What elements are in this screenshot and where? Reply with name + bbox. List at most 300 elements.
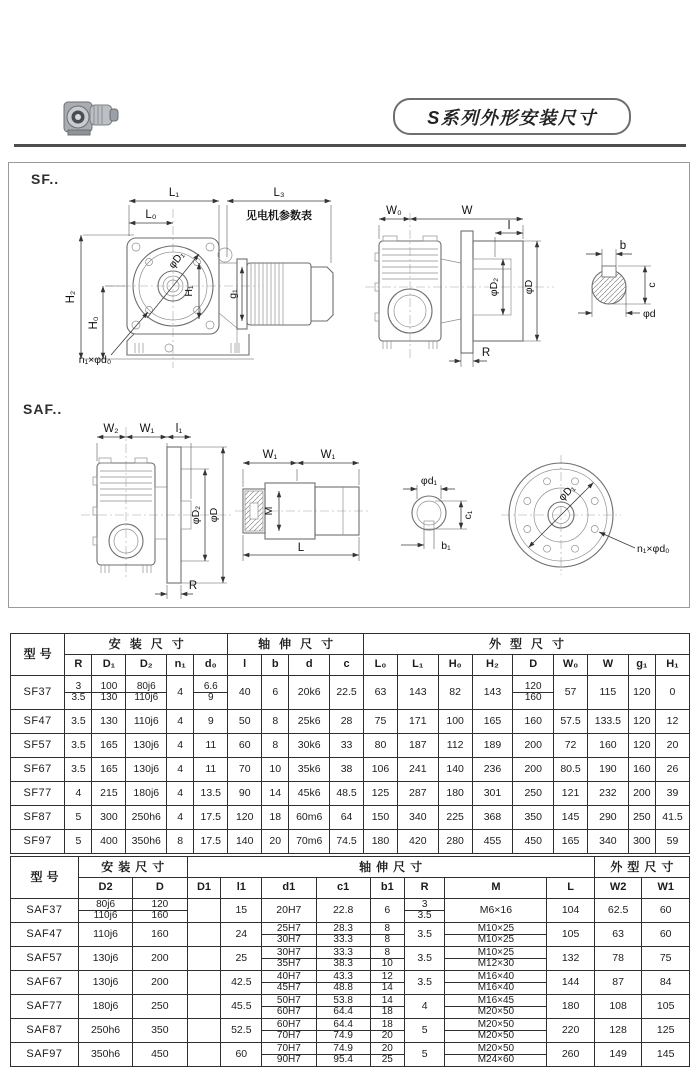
group-header: 轴伸尺寸: [187, 857, 594, 878]
dim-label-g1: g₁: [227, 289, 239, 299]
data-cell: 75: [642, 947, 690, 971]
data-cell: 17.5: [194, 806, 228, 830]
dim-label-phiD: φD: [523, 279, 535, 295]
column-header: l: [228, 655, 262, 676]
dim-label-L: L: [297, 542, 305, 554]
data-cell: 39: [655, 782, 689, 806]
data-cell: 38: [330, 758, 364, 782]
data-cell: 20k6: [289, 676, 330, 710]
data-cell: 50: [228, 710, 262, 734]
data-cell: 75: [364, 710, 398, 734]
data-cell: 8 8: [370, 923, 404, 947]
dim-label-M: M: [263, 506, 275, 516]
data-cell: 63: [594, 923, 642, 947]
data-cell: 400: [92, 830, 126, 854]
data-cell: 25H7 30H7: [262, 923, 316, 947]
data-cell: 105: [547, 923, 595, 947]
column-header: g₁: [628, 655, 655, 676]
column-header: n₁: [167, 655, 194, 676]
data-cell: 80j6 110j6: [78, 899, 132, 923]
dim-label-b1: b₁: [441, 540, 451, 552]
model-column-header: 型号: [11, 857, 79, 899]
data-cell: 53.8 64.4: [316, 995, 370, 1019]
data-cell: 52.5: [221, 1019, 262, 1043]
dim-label-phiD1: φD₁: [166, 249, 187, 271]
data-cell: 35k6: [289, 758, 330, 782]
group-header: 外型尺寸: [364, 634, 690, 655]
data-cell: 340: [588, 830, 629, 854]
column-header: d1: [262, 878, 316, 899]
data-cell: 3.5: [404, 971, 445, 995]
data-cell: 15: [221, 899, 262, 923]
data-cell: M10×25 M12×30: [445, 947, 547, 971]
data-cell: [187, 1043, 221, 1067]
data-cell: 112: [438, 734, 472, 758]
data-cell: 24: [221, 923, 262, 947]
motor-note: 见电机参数表: [246, 210, 312, 222]
data-cell: 43.3 48.8: [316, 971, 370, 995]
data-cell: 64.4 74.9: [316, 1019, 370, 1043]
data-cell: 165: [554, 830, 588, 854]
column-header: L₁: [397, 655, 438, 676]
data-cell: 350h6: [78, 1043, 132, 1067]
data-cell: 84: [642, 971, 690, 995]
data-cell: 120: [628, 734, 655, 758]
data-cell: 250: [628, 806, 655, 830]
data-cell: 30H7 35H7: [262, 947, 316, 971]
data-cell: 59: [655, 830, 689, 854]
data-cell: 200: [513, 734, 554, 758]
data-cell: 455: [472, 830, 513, 854]
column-header: W: [588, 655, 629, 676]
data-cell: 120: [628, 710, 655, 734]
dim-label-phiD2: φD₂: [488, 277, 500, 297]
data-cell: 130j6: [126, 734, 167, 758]
dim-label-L3: L₃: [273, 187, 285, 199]
data-cell: 45k6: [289, 782, 330, 806]
data-cell: 87: [594, 971, 642, 995]
dim-label-W0: W₀: [386, 205, 402, 217]
data-cell: 4: [167, 782, 194, 806]
data-cell: 144: [547, 971, 595, 995]
data-cell: 130j6: [126, 758, 167, 782]
data-cell: 3.5: [65, 710, 92, 734]
column-header: b1: [370, 878, 404, 899]
data-cell: 41.5: [655, 806, 689, 830]
model-cell: SAF47: [11, 923, 79, 947]
data-cell: 450: [513, 830, 554, 854]
model-cell: SF87: [11, 806, 65, 830]
model-cell: SAF37: [11, 899, 79, 923]
data-cell: 241: [397, 758, 438, 782]
column-header: D₁: [92, 655, 126, 676]
data-cell: 145: [642, 1043, 690, 1067]
column-header: D1: [187, 878, 221, 899]
data-cell: 6.6 9: [194, 676, 228, 710]
dim-label-c: c: [646, 282, 658, 288]
data-cell: 11: [194, 758, 228, 782]
data-cell: 115: [588, 676, 629, 710]
table-row: [11, 734, 690, 758]
page-title-text: S系列外形安装尺寸: [427, 107, 597, 128]
data-cell: 10: [262, 758, 289, 782]
data-cell: 20 25: [370, 1043, 404, 1067]
dim-label-bolt-pattern: n₁×φd₀: [78, 354, 112, 366]
data-cell: 187: [397, 734, 438, 758]
data-cell: 64: [330, 806, 364, 830]
data-cell: 105: [642, 995, 690, 1019]
dim-label-l: l: [507, 220, 511, 232]
dim-label-L0: L₀: [145, 209, 157, 221]
column-header: M: [445, 878, 547, 899]
data-cell: 130j6: [78, 947, 132, 971]
table-row: [11, 782, 690, 806]
data-cell: 150: [364, 806, 398, 830]
data-cell: 145: [554, 806, 588, 830]
group-header: 安装尺寸: [78, 857, 187, 878]
page-title: [393, 98, 631, 135]
data-cell: 104: [547, 899, 595, 923]
data-cell: 368: [472, 806, 513, 830]
divider-rule: [14, 144, 686, 147]
column-header: d: [289, 655, 330, 676]
data-cell: 133.5: [588, 710, 629, 734]
column-header: L₀: [364, 655, 398, 676]
data-cell: 3 3.5: [404, 899, 445, 923]
data-cell: 200: [133, 947, 187, 971]
data-cell: [187, 995, 221, 1019]
data-cell: 125: [642, 1019, 690, 1043]
table-row: [11, 1043, 690, 1067]
data-cell: 160: [513, 710, 554, 734]
data-cell: 160: [628, 758, 655, 782]
data-cell: 180: [438, 782, 472, 806]
dim-label-R: R: [481, 347, 491, 359]
data-cell: 149: [594, 1043, 642, 1067]
data-cell: 8: [262, 710, 289, 734]
data-cell: 4: [65, 782, 92, 806]
data-cell: 220: [547, 1019, 595, 1043]
table-row: [11, 923, 690, 947]
data-cell: 5: [65, 806, 92, 830]
table-row: [11, 830, 690, 854]
data-cell: 3.5: [404, 947, 445, 971]
data-cell: 3.5: [65, 734, 92, 758]
data-cell: M16×40 M16×40: [445, 971, 547, 995]
data-cell: [187, 923, 221, 947]
data-cell: 28: [330, 710, 364, 734]
data-cell: 171: [397, 710, 438, 734]
dim-label-b: b: [619, 240, 627, 252]
column-header: l1: [221, 878, 262, 899]
data-cell: 42.5: [221, 971, 262, 995]
data-cell: 20: [655, 734, 689, 758]
data-cell: 40: [228, 676, 262, 710]
group-header: 外型尺寸: [594, 857, 689, 878]
data-cell: M16×45 M20×50: [445, 995, 547, 1019]
table-row: [11, 710, 690, 734]
data-cell: 25: [221, 947, 262, 971]
data-cell: 50H7 60H7: [262, 995, 316, 1019]
data-cell: 290: [588, 806, 629, 830]
column-header: d₀: [194, 655, 228, 676]
data-cell: 70H7 90H7: [262, 1043, 316, 1067]
data-cell: 8 10: [370, 947, 404, 971]
data-cell: 80.5: [554, 758, 588, 782]
column-header: c1: [316, 878, 370, 899]
group-header: 轴伸尺寸: [228, 634, 364, 655]
sf-dimensions-table: [10, 633, 690, 854]
model-cell: SF37: [11, 676, 65, 710]
data-cell: 74.5: [330, 830, 364, 854]
data-cell: 80j6 110j6: [126, 676, 167, 710]
column-header: b: [262, 655, 289, 676]
column-header: c: [330, 655, 364, 676]
saf-section-label: SAF..: [23, 401, 63, 417]
column-header: H₀: [438, 655, 472, 676]
data-cell: 250: [513, 782, 554, 806]
data-cell: 8: [167, 830, 194, 854]
dim-label-R: R: [188, 580, 198, 592]
data-cell: 3.5: [65, 758, 92, 782]
data-cell: 17.5: [194, 830, 228, 854]
data-cell: [187, 899, 221, 923]
column-header: D: [133, 878, 187, 899]
data-cell: 22.8: [316, 899, 370, 923]
model-cell: SF47: [11, 710, 65, 734]
data-cell: 80: [364, 734, 398, 758]
data-cell: 180j6: [78, 995, 132, 1019]
data-cell: 143: [397, 676, 438, 710]
column-header: H₁: [655, 655, 689, 676]
data-cell: 26: [655, 758, 689, 782]
dim-label-W1: W₁: [139, 423, 155, 435]
data-cell: 63: [364, 676, 398, 710]
data-cell: 20: [262, 830, 289, 854]
table-row: [11, 676, 690, 710]
data-cell: 120 160: [133, 899, 187, 923]
data-cell: 108: [594, 995, 642, 1019]
data-cell: 180: [364, 830, 398, 854]
data-cell: M20×50 M20×50: [445, 1019, 547, 1043]
data-cell: 22.5: [330, 676, 364, 710]
sf-drawing: [9, 163, 689, 401]
data-cell: 450: [133, 1043, 187, 1067]
data-cell: 6: [262, 676, 289, 710]
column-header: H₂: [472, 655, 513, 676]
data-cell: 140: [228, 830, 262, 854]
model-column-header: 型号: [11, 634, 65, 676]
dim-label-H2: H₂: [65, 290, 77, 304]
data-cell: 45.5: [221, 995, 262, 1019]
data-cell: 215: [92, 782, 126, 806]
data-cell: [187, 947, 221, 971]
data-cell: 232: [588, 782, 629, 806]
data-cell: 3 3.5: [65, 676, 92, 710]
dim-label-c1: c₁: [462, 510, 474, 520]
data-cell: 350: [133, 1019, 187, 1043]
data-cell: 33.3 38.3: [316, 947, 370, 971]
data-cell: 4: [167, 758, 194, 782]
data-cell: 57: [554, 676, 588, 710]
table-row: [11, 806, 690, 830]
data-cell: 82: [438, 676, 472, 710]
dim-label-W: W: [461, 205, 473, 217]
data-cell: 4: [167, 734, 194, 758]
drawings-panel: [8, 162, 690, 608]
data-cell: 160: [133, 923, 187, 947]
table-row: [11, 758, 690, 782]
data-cell: 120 160: [513, 676, 554, 710]
data-cell: M6×16: [445, 899, 547, 923]
data-cell: 130j6: [78, 971, 132, 995]
dim-label-phiD2: φD₂: [190, 505, 202, 525]
data-cell: 60: [642, 923, 690, 947]
data-cell: 106: [364, 758, 398, 782]
data-cell: 12: [655, 710, 689, 734]
model-cell: SF67: [11, 758, 65, 782]
data-cell: 300: [92, 806, 126, 830]
column-header: L: [547, 878, 595, 899]
data-cell: 60m6: [289, 806, 330, 830]
data-cell: 8: [262, 734, 289, 758]
data-cell: 301: [472, 782, 513, 806]
model-cell: SAF57: [11, 947, 79, 971]
data-cell: 4: [167, 710, 194, 734]
saf-dimensions-table: [10, 856, 690, 1067]
table-row: [11, 1019, 690, 1043]
data-cell: 121: [554, 782, 588, 806]
dim-label-H1: H₁: [183, 285, 195, 297]
data-cell: 0: [655, 676, 689, 710]
data-cell: 60: [228, 734, 262, 758]
data-cell: 200: [628, 782, 655, 806]
dim-label-W2: W₂: [103, 423, 119, 435]
column-header: W₀: [554, 655, 588, 676]
data-cell: 60: [221, 1043, 262, 1067]
data-cell: 165: [92, 758, 126, 782]
column-header: W1: [642, 878, 690, 899]
dim-label-bolt-pattern: n₁×φd₀: [637, 543, 670, 555]
data-cell: 225: [438, 806, 472, 830]
model-cell: SF77: [11, 782, 65, 806]
data-cell: 90: [228, 782, 262, 806]
data-cell: 200: [133, 971, 187, 995]
data-cell: 110j6: [126, 710, 167, 734]
data-cell: 140: [438, 758, 472, 782]
model-cell: SF97: [11, 830, 65, 854]
data-cell: 4: [167, 806, 194, 830]
data-cell: 120: [228, 806, 262, 830]
data-cell: 70m6: [289, 830, 330, 854]
data-cell: 350: [513, 806, 554, 830]
data-cell: 180: [547, 995, 595, 1019]
dim-label-W1b: W₁: [320, 449, 336, 461]
data-cell: 287: [397, 782, 438, 806]
data-cell: 143: [472, 676, 513, 710]
column-header: R: [404, 878, 445, 899]
data-cell: 12 14: [370, 971, 404, 995]
model-cell: SF57: [11, 734, 65, 758]
data-cell: 260: [547, 1043, 595, 1067]
data-cell: 250h6: [126, 806, 167, 830]
data-cell: 13.5: [194, 782, 228, 806]
model-cell: SAF97: [11, 1043, 79, 1067]
data-cell: 160: [588, 734, 629, 758]
data-cell: 60H7 70H7: [262, 1019, 316, 1043]
saf-drawing: [9, 401, 689, 607]
data-cell: 40H7 45H7: [262, 971, 316, 995]
data-cell: 33: [330, 734, 364, 758]
dim-label-L1: L₁: [168, 187, 180, 199]
product-photo: [60, 90, 122, 142]
data-cell: 350h6: [126, 830, 167, 854]
data-cell: 18 20: [370, 1019, 404, 1043]
data-cell: 180j6: [126, 782, 167, 806]
data-cell: 132: [547, 947, 595, 971]
dim-label-H0: H₀: [88, 316, 100, 330]
data-cell: 60: [642, 899, 690, 923]
table-row: [11, 947, 690, 971]
data-cell: 25k6: [289, 710, 330, 734]
column-header: D₂: [126, 655, 167, 676]
data-cell: 100 130: [92, 676, 126, 710]
data-cell: 130: [92, 710, 126, 734]
column-header: R: [65, 655, 92, 676]
data-cell: 14 18: [370, 995, 404, 1019]
dim-label-phid-small: φd: [643, 308, 656, 320]
data-cell: 236: [472, 758, 513, 782]
data-cell: 30k6: [289, 734, 330, 758]
data-cell: 300: [628, 830, 655, 854]
column-header: D: [513, 655, 554, 676]
column-header: W2: [594, 878, 642, 899]
data-cell: 340: [397, 806, 438, 830]
data-cell: 62.5: [594, 899, 642, 923]
data-cell: 11: [194, 734, 228, 758]
data-cell: [187, 1019, 221, 1043]
data-cell: 420: [397, 830, 438, 854]
column-header: D2: [78, 878, 132, 899]
data-cell: 18: [262, 806, 289, 830]
data-cell: 125: [364, 782, 398, 806]
group-header: 安装尺寸: [65, 634, 228, 655]
data-cell: 280: [438, 830, 472, 854]
model-cell: SAF67: [11, 971, 79, 995]
data-cell: 70: [228, 758, 262, 782]
data-cell: 9: [194, 710, 228, 734]
data-cell: 165: [92, 734, 126, 758]
model-cell: SAF77: [11, 995, 79, 1019]
data-cell: 6: [370, 899, 404, 923]
dim-label-l1: l₁: [175, 423, 183, 435]
data-cell: 20H7: [262, 899, 316, 923]
data-cell: 189: [472, 734, 513, 758]
data-cell: M20×50 M24×60: [445, 1043, 547, 1067]
data-cell: 72: [554, 734, 588, 758]
data-cell: 120: [628, 676, 655, 710]
sf-section-label: SF..: [31, 171, 60, 187]
data-cell: 4: [167, 676, 194, 710]
dim-label-W1a: W₁: [262, 449, 278, 461]
table-row: [11, 899, 690, 923]
model-cell: SAF87: [11, 1019, 79, 1043]
data-cell: 3.5: [404, 923, 445, 947]
data-cell: 28.3 33.3: [316, 923, 370, 947]
data-cell: 190: [588, 758, 629, 782]
dim-label-phiD: φD: [208, 507, 220, 523]
data-cell: 5: [404, 1019, 445, 1043]
